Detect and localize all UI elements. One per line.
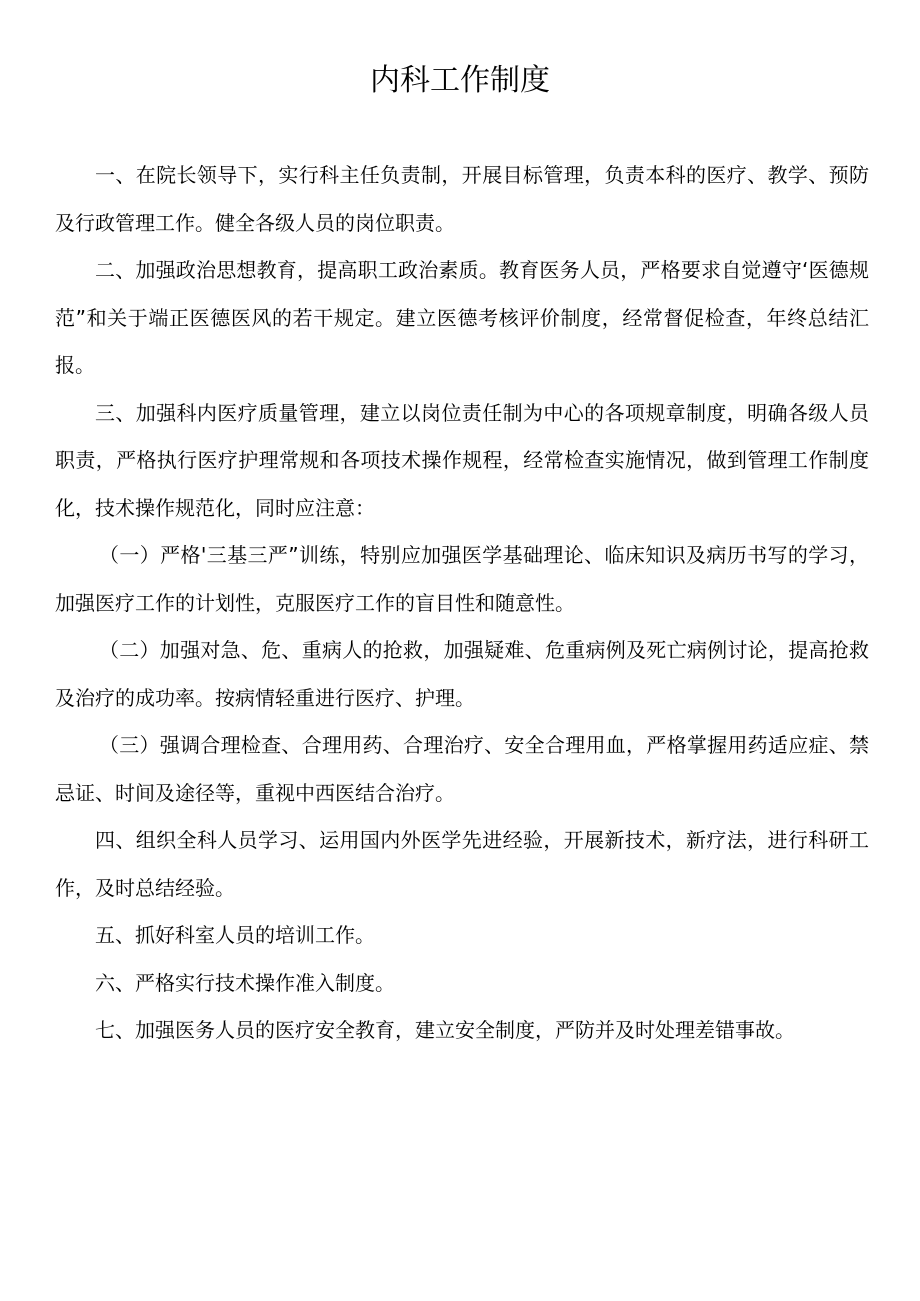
paragraph-2: 二、加强政治思想教育，提高职工政治素质。教育医务人员，严格要求自觉遵守‘医德规范”和关于端正医德医风的若干规定。建立医德考核评价制度，经常督促检查，年终总结汇报。: [55, 258, 869, 377]
page-title: 内科工作制度: [370, 63, 550, 98]
document-body: [55, 152, 869, 1055]
paragraph-7: 七、加强医务人员的医疗安全教育，建立安全制度，严防并及时处理差错事故。: [95, 1018, 795, 1042]
sub-paragraph-2: （二）加强对急、危、重病人的抢救，加强疑难、危重病例及死亡病例讨论，提高抢救及治疗的成功率。按病情轻重进行医疗、护理。: [55, 638, 869, 710]
paragraph-5: 五、抓好科室人员的培训工作。: [95, 923, 375, 947]
sub-paragraph-3: （三）强调合理检查、合理用药、合理治疗、安全合理用血，严格掌握用药适应症、禁忌证、时间及途径等，重视中西医结合治疗。: [55, 733, 869, 805]
paragraph-4: 四、组织全科人员学习、运用国内外医学先进经验，开展新技术，新疗法，进行科研工作，及时总结经验。: [55, 828, 869, 900]
paragraph-3: 三、加强科内医疗质量管理，建立以岗位责任制为中心的各项规章制度，明确各级人员职责，严格执行医疗护理常规和各项技术操作规程，经常检查实施情况，做到管理工作制度化，技术操作规范化，同时应注意：: [55, 400, 869, 520]
paragraph-6: 六、严格实行技术操作准入制度。: [95, 970, 395, 995]
paragraph-1: 一、在院长领导下，实行科主任负责制，开展目标管理，负责本科的医疗、教学、预防及行政管理工作。健全各级人员的岗位职责。: [55, 163, 869, 235]
sub-paragraph-1: （一）严格'三基三严”训练，特别应加强医学基础理论、临床知识及病历书写的学习，加强医疗工作的计划性，克服医疗工作的盲目性和随意性。: [55, 543, 869, 615]
